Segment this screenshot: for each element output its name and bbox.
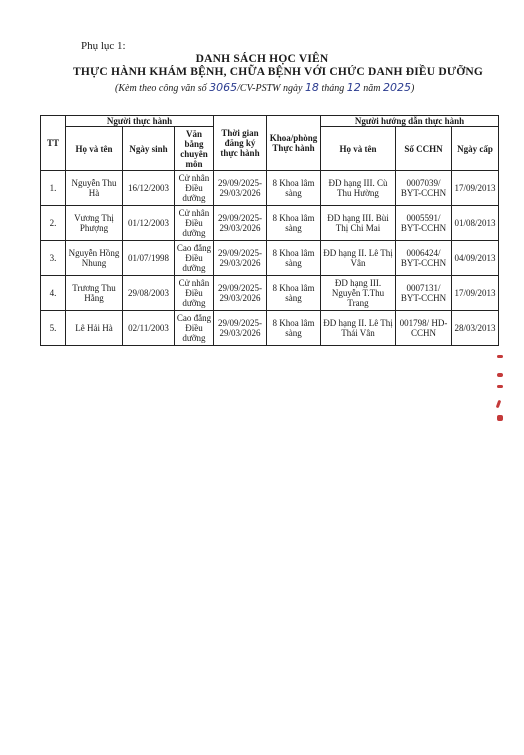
attachment-prefix: (Kèm theo công văn số <box>115 83 210 94</box>
document-subtitle: THỰC HÀNH KHÁM BỆNH, CHỮA BỆNH VỚI CHỨC DANH ĐIỀU DƯỠNG <box>73 66 483 78</box>
attachment-mid2: tháng <box>318 83 347 94</box>
attachment-reference <box>115 81 414 94</box>
stamp-mark <box>497 415 503 421</box>
cell-issued: 17/09/2013 <box>452 171 499 206</box>
cell-instructor: ĐD hạng III. Bùi Thị Chi Mai <box>321 206 396 241</box>
cell-degree: Cử nhân Điều dưỡng <box>175 171 214 206</box>
cell-name: Nguyễn Hồng Nhung <box>66 241 123 276</box>
cell-name: Vương Thị Phượng <box>66 206 123 241</box>
cell-degree: Cử nhân Điều dưỡng <box>175 276 214 311</box>
cell-name: Trương Thu Hằng <box>66 276 123 311</box>
cell-cert: 0006424/ BYT-CCHN <box>396 241 452 276</box>
cell-period: 29/09/2025-29/03/2026 <box>214 206 267 241</box>
cell-department: 8 Khoa lâm sàng <box>267 276 321 311</box>
group-instructor: Người hướng dẫn thực hành <box>321 116 499 127</box>
table-row <box>41 276 499 311</box>
handwritten-year: 2025 <box>382 81 411 94</box>
cell-tt: 4. <box>41 276 66 311</box>
trainee-table <box>40 115 499 346</box>
cell-cert: 0007039/ BYT-CCHN <box>396 171 452 206</box>
header-cert-no: Số CCHN <box>396 127 452 171</box>
handwritten-doc-number: 3065 <box>209 81 238 94</box>
cell-tt: 3. <box>41 241 66 276</box>
stamp-mark <box>497 385 503 388</box>
header-issue-date: Ngày cấp <box>452 127 499 171</box>
header-period: Thời gian đăng ký thực hành <box>214 116 267 171</box>
cell-dob: 01/12/2003 <box>123 206 175 241</box>
cell-degree: Cử nhân Điều dưỡng <box>175 206 214 241</box>
table-row <box>41 206 499 241</box>
stamp-mark <box>497 355 503 358</box>
cell-degree: Cao đẳng Điều dưỡng <box>175 241 214 276</box>
cell-period: 29/09/2025-29/03/2026 <box>214 171 267 206</box>
cell-issued: 17/09/2013 <box>452 276 499 311</box>
stamp-mark <box>497 373 503 377</box>
cell-cert: 001798/ HD-CCHN <box>396 311 452 346</box>
attachment-suffix: ) <box>410 83 415 94</box>
cell-tt: 2. <box>41 206 66 241</box>
group-trainee: Người thực hành <box>66 116 214 127</box>
table-row <box>41 171 499 206</box>
cell-period: 29/09/2025-29/03/2026 <box>214 276 267 311</box>
header-dob: Ngày sinh <box>123 127 175 171</box>
header-degree: Văn bằng chuyên môn <box>175 127 214 171</box>
header-tt: TT <box>41 116 66 171</box>
cell-period: 29/09/2025-29/03/2026 <box>214 311 267 346</box>
cell-department: 8 Khoa lâm sàng <box>267 241 321 276</box>
cell-dob: 16/12/2003 <box>123 171 175 206</box>
cell-issued: 01/08/2013 <box>452 206 499 241</box>
cell-dob: 29/08/2003 <box>123 276 175 311</box>
header-name: Họ và tên <box>66 127 123 171</box>
cell-name: Lê Hải Hà <box>66 311 123 346</box>
cell-period: 29/09/2025-29/03/2026 <box>214 241 267 276</box>
attachment-mid3: năm <box>360 83 383 94</box>
stamp-mark <box>496 400 502 409</box>
cell-tt: 5. <box>41 311 66 346</box>
attachment-mid1: /CV-PSTW ngày <box>237 83 305 94</box>
table-row <box>41 241 499 276</box>
handwritten-day: 18 <box>304 81 319 94</box>
cell-cert: 0007131/ BYT-CCHN <box>396 276 452 311</box>
cell-issued: 28/03/2013 <box>452 311 499 346</box>
cell-instructor: ĐD hạng II. Lê Thị Thái Vân <box>321 311 396 346</box>
cell-department: 8 Khoa lâm sàng <box>267 311 321 346</box>
cell-issued: 04/09/2013 <box>452 241 499 276</box>
cell-dob: 02/11/2003 <box>123 311 175 346</box>
cell-tt: 1. <box>41 171 66 206</box>
cell-cert: 0005591/ BYT-CCHN <box>396 206 452 241</box>
header-department: Khoa/phòng Thực hành <box>267 116 321 171</box>
cell-dob: 01/07/1998 <box>123 241 175 276</box>
cell-department: 8 Khoa lâm sàng <box>267 171 321 206</box>
cell-instructor: ĐD hạng III. Cù Thu Hường <box>321 171 396 206</box>
cell-instructor: ĐD hạng II. Lê Thị Vân <box>321 241 396 276</box>
document-title: DANH SÁCH HỌC VIÊN <box>195 53 329 65</box>
cell-instructor: ĐD hạng III. Nguyễn T.Thu Trang <box>321 276 396 311</box>
table-group-header <box>41 116 499 127</box>
handwritten-month: 12 <box>346 81 361 94</box>
table-row <box>41 311 499 346</box>
appendix-label: Phụ lục 1: <box>81 40 126 52</box>
stamp-marks <box>497 355 507 425</box>
cell-degree: Cao đẳng Điều dưỡng <box>175 311 214 346</box>
cell-department: 8 Khoa lâm sàng <box>267 206 321 241</box>
cell-name: Nguyễn Thu Hà <box>66 171 123 206</box>
header-instructor-name: Họ và tên <box>321 127 396 171</box>
